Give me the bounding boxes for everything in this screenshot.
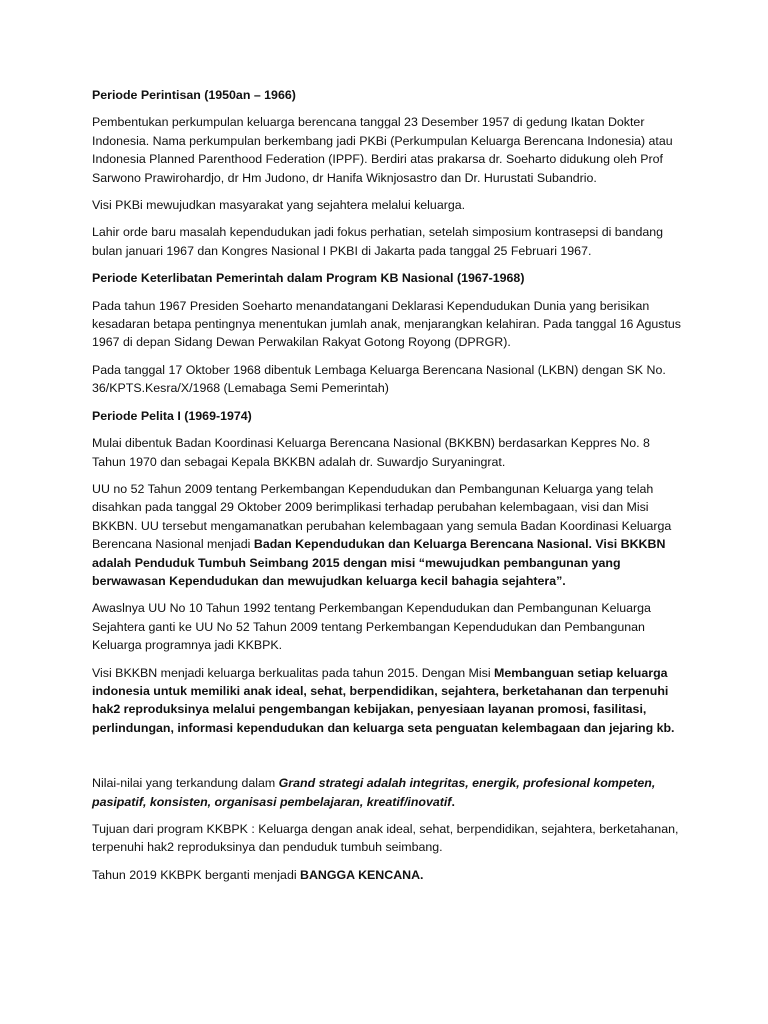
visi-bkkbn-bold: Badan Kependudukan dan Keluarga Berencana Nasional. Visi BKKBN adalah Penduduk Tumbuh Seimbang 2015 dengan misi “mewujudkan pembangunan yang berwawasan Kependudukan dan mewujudkan keluarga kecil bahagia sejahtera”. — [92, 537, 666, 588]
heading-periode-pelita: Periode Pelita I (1969-1974) — [92, 408, 252, 423]
heading-periode-keterlibatan: Periode Keterlibatan Pemerintah dalam Program KB Nasional (1967-1968) — [92, 271, 525, 286]
paragraph-uu-52-2009 — [92, 480, 684, 590]
visi-text: Visi BKKBN menjadi keluarga berkualitas pada tahun 2015. Dengan Misi — [92, 665, 495, 680]
paragraph-bkkbn-dibentuk: Mulai dibentuk Badan Koordinasi Keluarga Berencana Nasional (BKKBN) berdasarkan Keppres No. 8 Tahun 1970 dan sebagai Kepala BKKBN adalah dr. Suwardjo Suryaningrat. — [92, 436, 650, 469]
blank-spacer — [92, 746, 684, 774]
paragraph-visi-pkbi: Visi PKBi mewujudkan masyarakat yang sejahtera melalui keluarga. — [92, 198, 466, 213]
misi-bold: Membanguan setiap keluarga indonesia untuk memiliki anak ideal, sehat, berpendidikan, sejahtera, berketahanan dan terpenuhi hak2 reproduksinya melalui pengembangan kebijakan, penyesiaan layanan promosi, fasilitasi, perlindungan, informasi kependudukan dan keluarga seta penguatan kelembagaan dan jejaring kb. — [92, 665, 675, 735]
paragraph-bangga-kencana — [92, 866, 684, 884]
paragraph-nilai-nilai — [92, 774, 684, 811]
paragraph-lkbn: Pada tanggal 17 Oktober 1968 dibentuk Lembaga Keluarga Berencana Nasional (LKBN) dengan SK No. 36/KPTS.Kesra/X/1968 (Lemabaga Semi Pemerintah) — [92, 362, 666, 396]
nilai-text: Nilai-nilai yang terkandung dalam — [92, 776, 279, 791]
paragraph-visi-misi — [92, 664, 684, 738]
paragraph-orde-baru: Lahir orde baru masalah kependudukan jadi fokus perhatian, setelah simposium kontrasepsi di bandang bulan januari 1967 dan Kongres Nasional I PKBI di Jakarta pada tanggal 25 Februari 1967. — [92, 225, 664, 258]
grand-strategi-bold-italic: Grand strategi adalah integritas, energik, profesional kompeten, pasipatif, konsisten, organisasi pembelajaran, kreatif/inovatif — [92, 776, 656, 809]
uu-text: UU no 52 Tahun 2009 tentang Perkembangan Kependudukan dan Pembangunan Keluarga yang telah disahkan pada tanggal 29 Oktober 2009 berimplikasi terhadap perubahan kelembagaan, visi dan Misi BKKBN. UU tersebut mengamanatkan perubahan kelembagaan yang semula Badan Koordinasi Keluarga Berencana Nasional menjadi — [92, 481, 672, 552]
nilai-period: . — [451, 794, 455, 809]
bangga-kencana-bold: BANGGA KENCANA. — [300, 867, 424, 882]
heading-periode-perintisan: Periode Perintisan (1950an – 1966) — [92, 88, 296, 102]
tahun-text: Tahun 2019 KKBPK berganti menjadi — [92, 867, 301, 882]
paragraph-awalnya-uu: Awaslnya UU No 10 Tahun 1992 tentang Perkembangan Kependudukan dan Pembangunan Keluarga Sejahtera ganti ke UU No 52 Tahun 2009 tentang Perkembangan Kependudukan dan Pembangunan Keluarga programnya jadi KKBPK. — [92, 601, 651, 653]
paragraph-pembentukan-pkbi: Pembentukan perkumpulan keluarga berencana tanggal 23 Desember 1957 di gedung Ikatan Dokter Indonesia. Nama perkumpulan berkembang jadi PKBi (Perkumpulan Keluarga Berencana Indonesia) atau Indonesia Planned Parenthood Federation (IPPF). Berdiri atas prakarsa dr. Soeharto didukung oleh Prof Sarwono Prawirohardjo, dr Hm Judono, dr Hanifa Wiknjosastro dan Dr. Hurustati Subandrio. — [92, 115, 673, 185]
document-body — [92, 86, 684, 893]
paragraph-deklarasi-kependudukan: Pada tahun 1967 Presiden Soeharto menandatangani Deklarasi Kependudukan Dunia yang berisikan kesadaran betapa pentingnya menentukan jumlah anak, menjarangkan kelahiran. Pada tanggal 16 Agustus 1967 di depan Sidang Dewan Perwakilan Rakyat Gotong Royong (DPRGR). — [92, 298, 681, 350]
paragraph-tujuan: Tujuan dari program KKBPK : Keluarga dengan anak ideal, sehat, berpendidikan, sejahtera, berketahanan, terpenuhi hak2 reproduksinya dan penduduk tumbuh seimbang. — [92, 822, 679, 855]
